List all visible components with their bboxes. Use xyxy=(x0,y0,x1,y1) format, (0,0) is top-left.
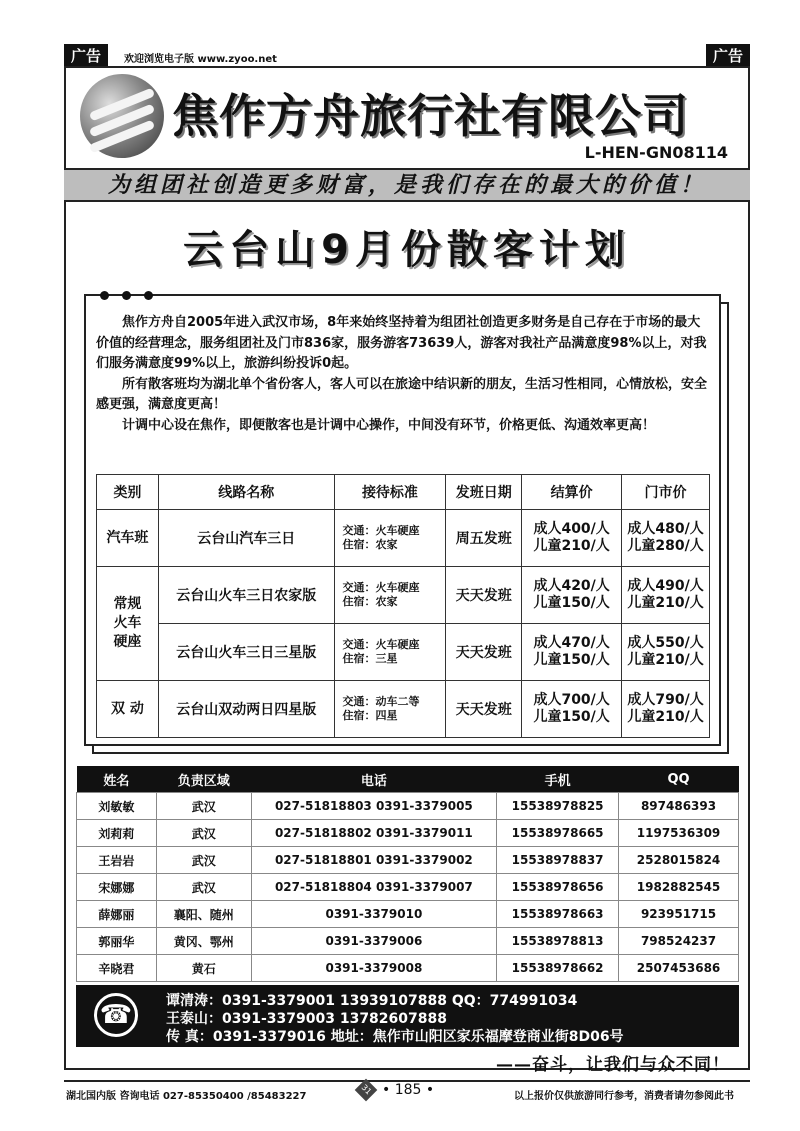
intro-paragraph-3: 计调中心设在焦作，即便散客也是计调中心操作，中间没有环节，价格更低、沟通效率更高！ xyxy=(122,417,656,433)
contact-mobile: 15538978825 xyxy=(497,793,619,820)
table-row xyxy=(77,874,739,901)
category-cell: 双 动 xyxy=(97,681,159,738)
table-row xyxy=(77,901,739,928)
category-cell: 常规 火车 硬座 xyxy=(97,567,159,681)
contact-region: 黄石 xyxy=(156,955,251,982)
date-cell: 天天发班 xyxy=(446,567,522,624)
col-region: 负责区域 xyxy=(156,766,251,793)
table-row xyxy=(97,567,710,624)
license-number: L-HEN-GN08114 xyxy=(584,143,728,162)
table-row xyxy=(77,820,739,847)
table-row xyxy=(77,928,739,955)
contact-qq: 1982882545 xyxy=(619,874,739,901)
contact-qq: 923951715 xyxy=(619,901,739,928)
table-row xyxy=(77,847,739,874)
col-retail-price: 门市价 xyxy=(622,475,710,510)
col-category: 类别 xyxy=(97,475,159,510)
contact-mobile: 15538978663 xyxy=(497,901,619,928)
retail-price: 成人790/人 儿童210/人 xyxy=(622,681,710,738)
col-net-price: 结算价 xyxy=(522,475,622,510)
contact-table-header xyxy=(77,766,739,793)
contact-name: 刘莉莉 xyxy=(77,820,157,847)
net-price: 成人470/人 儿童150/人 xyxy=(522,624,622,681)
contact-name: 薛娜丽 xyxy=(77,901,157,928)
contact-qq: 2507453686 xyxy=(619,955,739,982)
col-name: 姓名 xyxy=(77,766,157,793)
contact-mobile: 15538978656 xyxy=(497,874,619,901)
intro-paragraph-2: 所有散客班均为湖北单个省份客人，客人可以在旅途中结识新的朋友，生活习性相同，心情放松，安全感更强，满意度更高！ xyxy=(96,376,708,412)
category-cell: 汽车班 xyxy=(97,510,159,567)
table-row xyxy=(97,624,710,681)
contact-name: 刘敏敏 xyxy=(77,793,157,820)
ad-label-right: 广告 xyxy=(706,44,750,68)
route-table-header xyxy=(97,475,710,510)
contact-phone: 027-51818804 0391-3379007 xyxy=(251,874,497,901)
footer-right: 以上报价仅供旅游同行参考，消费者请勿参阅此书 xyxy=(514,1091,734,1102)
phone-icon: ☎ xyxy=(94,993,138,1037)
col-standard: 接待标准 xyxy=(334,475,446,510)
contact-name: 王岩岩 xyxy=(77,847,157,874)
company-logo xyxy=(80,74,164,158)
footer-left: 湖北国内版 咨询电话 027-85350400 /85483227 xyxy=(66,1091,307,1102)
net-price: 成人420/人 儿童150/人 xyxy=(522,567,622,624)
intro-text xyxy=(96,313,708,436)
contact-phone: 0391-3379006 xyxy=(251,928,497,955)
col-mobile: 手机 xyxy=(497,766,619,793)
contact-qq: 897486393 xyxy=(619,793,739,820)
contact-region: 黄冈、鄂州 xyxy=(156,928,251,955)
contact-line-1: 谭清涛：0391-3379001 13939107888 QQ：774991034 xyxy=(166,993,578,1009)
contact-phone: 027-51818802 0391-3379011 xyxy=(251,820,497,847)
company-name: 焦作方舟旅行社有限公司 xyxy=(172,89,689,143)
page-number: 31 • 185 • xyxy=(358,1082,434,1098)
net-price: 成人700/人 儿童150/人 xyxy=(522,681,622,738)
site-note: 欢迎浏览电子版 www.zyoo.net xyxy=(124,54,277,65)
contact-qq: 1197536309 xyxy=(619,820,739,847)
route-name: 云台山双动两日四星版 xyxy=(158,681,334,738)
contact-bar xyxy=(76,985,739,1047)
table-row xyxy=(77,793,739,820)
net-price: 成人400/人 儿童210/人 xyxy=(522,510,622,567)
contact-phone: 0391-3379008 xyxy=(251,955,497,982)
date-cell: 天天发班 xyxy=(446,681,522,738)
standard-cell: 交通：火车硬座 住宿：农家 xyxy=(334,567,446,624)
retail-price: 成人490/人 儿童210/人 xyxy=(622,567,710,624)
col-phone: 电话 xyxy=(251,766,497,793)
standard-cell: 交通：动车二等 住宿：四星 xyxy=(334,681,446,738)
standard-cell: 交通：火车硬座 住宿：农家 xyxy=(334,510,446,567)
motto: ——奋斗，让我们与众不同！ xyxy=(496,1055,730,1075)
standard-cell: 交通：火车硬座 住宿：三星 xyxy=(334,624,446,681)
contact-region: 武汉 xyxy=(156,874,251,901)
contact-name: 宋娜娜 xyxy=(77,874,157,901)
contact-qq: 2528015824 xyxy=(619,847,739,874)
retail-price: 成人550/人 儿童210/人 xyxy=(622,624,710,681)
col-date: 发班日期 xyxy=(446,475,522,510)
contact-table xyxy=(76,766,739,982)
contact-phone: 027-51818803 0391-3379005 xyxy=(251,793,497,820)
date-cell: 天天发班 xyxy=(446,624,522,681)
contact-region: 武汉 xyxy=(156,847,251,874)
table-row xyxy=(97,681,710,738)
route-name: 云台山火车三日三星版 xyxy=(158,624,334,681)
route-table xyxy=(96,474,710,738)
contact-mobile: 15538978665 xyxy=(497,820,619,847)
ad-label-left: 广告 xyxy=(64,44,108,68)
intro-paragraph-1: 焦作方舟自2005年进入武汉市场，8年来始终坚持着为组团社创造更多财务是自己存在于市场的最大价值的经营理念，服务组团社及门市836家，服务游客73639人，游客对我社产品满意度98%以上，对我们服务满意度99%以上，旅游纠纷投诉0起。 xyxy=(96,315,707,371)
table-row xyxy=(77,955,739,982)
decorative-dots xyxy=(100,285,166,304)
retail-price: 成人480/人 儿童280/人 xyxy=(622,510,710,567)
route-name: 云台山汽车三日 xyxy=(158,510,334,567)
contact-name: 辛晓君 xyxy=(77,955,157,982)
contact-region: 武汉 xyxy=(156,820,251,847)
page-badge: 31 xyxy=(355,1079,378,1102)
contact-line-3: 传 真：0391-3379016 地址：焦作市山阳区家乐福摩登商业街8D06号 xyxy=(166,1029,624,1045)
contact-qq: 798524237 xyxy=(619,928,739,955)
contact-phone: 0391-3379010 xyxy=(251,901,497,928)
col-route: 线路名称 xyxy=(158,475,334,510)
contact-region: 武汉 xyxy=(156,793,251,820)
contact-mobile: 15538978813 xyxy=(497,928,619,955)
contact-name: 郭丽华 xyxy=(77,928,157,955)
slogan-bar: 为组团社创造更多财富，是我们存在的最大的价值！ xyxy=(64,168,750,202)
col-qq: QQ xyxy=(619,766,739,793)
route-name: 云台山火车三日农家版 xyxy=(158,567,334,624)
contact-region: 襄阳、随州 xyxy=(156,901,251,928)
contact-phone: 027-51818801 0391-3379002 xyxy=(251,847,497,874)
contact-mobile: 15538978662 xyxy=(497,955,619,982)
contact-line-2: 王泰山：0391-3379003 13782607888 xyxy=(166,1011,447,1027)
contact-mobile: 15538978837 xyxy=(497,847,619,874)
date-cell: 周五发班 xyxy=(446,510,522,567)
plan-title: 云台山9月份散客计划 xyxy=(183,227,631,273)
table-row xyxy=(97,510,710,567)
